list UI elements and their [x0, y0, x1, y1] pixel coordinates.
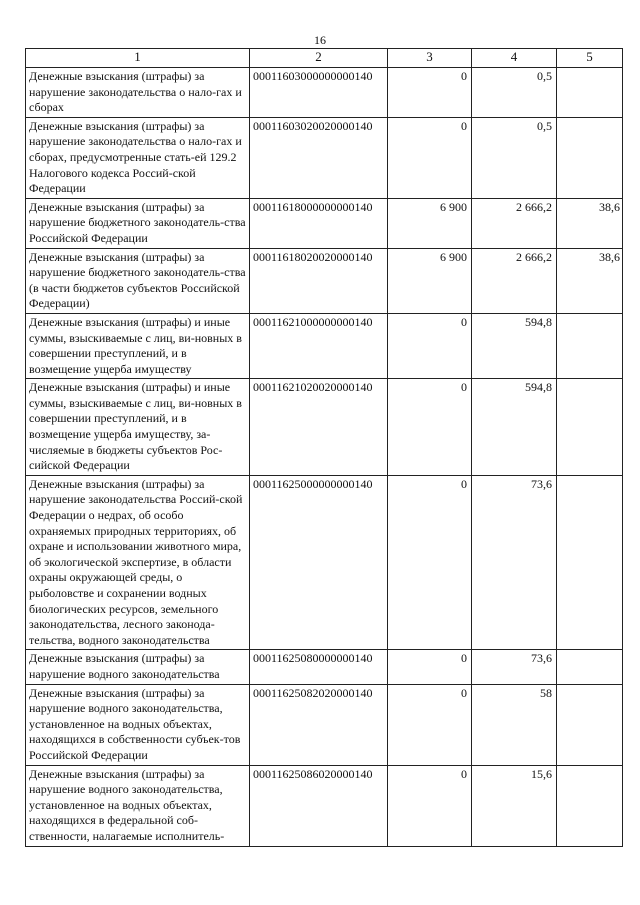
table-row [26, 650, 623, 684]
row-col4: 73,6 [472, 475, 557, 650]
row-col5 [557, 313, 623, 378]
row-code: 00011621000000000140 [250, 313, 388, 378]
row-name: Денежные взыскания (штрафы) за нарушение водного законодательства [26, 650, 250, 684]
row-col3: 6 900 [388, 198, 472, 248]
table-header-row [26, 49, 623, 68]
row-col4: 2 666,2 [472, 248, 557, 313]
row-name: Денежные взыскания (штрафы) за нарушение водного законодательства, установленное на водных объектах, находящихся в собственности субъек-тов Российской Федерации [26, 684, 250, 765]
row-code: 00011603020020000140 [250, 117, 388, 198]
header-col-4: 4 [472, 49, 557, 68]
header-col-2: 2 [250, 49, 388, 68]
table-row [26, 684, 623, 765]
row-col3: 0 [388, 650, 472, 684]
row-col4: 73,6 [472, 650, 557, 684]
row-code: 00011603000000000140 [250, 68, 388, 118]
row-col4: 0,5 [472, 117, 557, 198]
row-col5: 38,6 [557, 198, 623, 248]
table-row [26, 198, 623, 248]
header-col-1: 1 [26, 49, 250, 68]
row-name: Денежные взыскания (штрафы) за нарушение водного законодательства, установленное на водных объектах, находящихся в федеральной соб-ственности, налагаемые исполнитель- [26, 765, 250, 846]
row-name: Денежные взыскания (штрафы) за нарушение законодательства Россий-ской Федерации о недрах, об особо охраняемых природных территориях, об охране и использовании животного мира, об экологической экспертизе, в области охраны окружающей среды, о рыболовстве и сохранении водных биологических ресурсов, земельного законодательства, лесного законода-тельства, водного законодательства [26, 475, 250, 650]
row-name: Денежные взыскания (штрафы) за нарушение законодательства о нало-гах и сборах, предусмотренные стать-ей 129.2 Налогового кодекса Россий-ской Федерации [26, 117, 250, 198]
row-col4: 15,6 [472, 765, 557, 846]
table-row [26, 313, 623, 378]
row-name: Денежные взыскания (штрафы) за нарушение законодательства о нало-гах и сборах [26, 68, 250, 118]
row-col5 [557, 68, 623, 118]
row-col5 [557, 117, 623, 198]
table-row [26, 475, 623, 650]
row-col3: 0 [388, 765, 472, 846]
row-col4: 0,5 [472, 68, 557, 118]
row-col3: 0 [388, 684, 472, 765]
row-name: Денежные взыскания (штрафы) и иные суммы, взыскиваемые с лиц, ви-новных в совершении преступлений, и в возмещение ущерба имуществу [26, 313, 250, 378]
row-col3: 0 [388, 475, 472, 650]
row-code: 00011625086020000140 [250, 765, 388, 846]
row-col5: 38,6 [557, 248, 623, 313]
row-code: 00011625000000000140 [250, 475, 388, 650]
table-row [26, 379, 623, 476]
row-col5 [557, 684, 623, 765]
row-col3: 6 900 [388, 248, 472, 313]
row-col3: 0 [388, 117, 472, 198]
row-col4: 2 666,2 [472, 198, 557, 248]
row-col4: 58 [472, 684, 557, 765]
row-name: Денежные взыскания (штрафы) за нарушение бюджетного законодатель-ства (в части бюджетов субъектов Российской Федерации) [26, 248, 250, 313]
table-row [26, 68, 623, 118]
row-col3: 0 [388, 68, 472, 118]
row-col3: 0 [388, 379, 472, 476]
row-code: 00011625082020000140 [250, 684, 388, 765]
page-number: 16 [314, 33, 326, 47]
row-code: 00011621020020000140 [250, 379, 388, 476]
table-row [26, 117, 623, 198]
table-row [26, 765, 623, 846]
header-col-3: 3 [388, 49, 472, 68]
row-col5 [557, 765, 623, 846]
header-col-5: 5 [557, 49, 623, 68]
row-code: 00011618020020000140 [250, 248, 388, 313]
row-col5 [557, 650, 623, 684]
row-col5 [557, 475, 623, 650]
row-code: 00011618000000000140 [250, 198, 388, 248]
table-row [26, 248, 623, 313]
row-col4: 594,8 [472, 379, 557, 476]
row-name: Денежные взыскания (штрафы) и иные суммы, взыскиваемые с лиц, ви-новных в совершении преступлений, и в возмещение ущерба имуществу, за-числяемые в бюджеты субъектов Рос-сийской Федерации [26, 379, 250, 476]
row-name: Денежные взыскания (штрафы) за нарушение бюджетного законодатель-ства Российской Федерации [26, 198, 250, 248]
row-code: 00011625080000000140 [250, 650, 388, 684]
row-col4: 594,8 [472, 313, 557, 378]
row-col5 [557, 379, 623, 476]
row-col3: 0 [388, 313, 472, 378]
budget-revenue-table [25, 48, 623, 847]
